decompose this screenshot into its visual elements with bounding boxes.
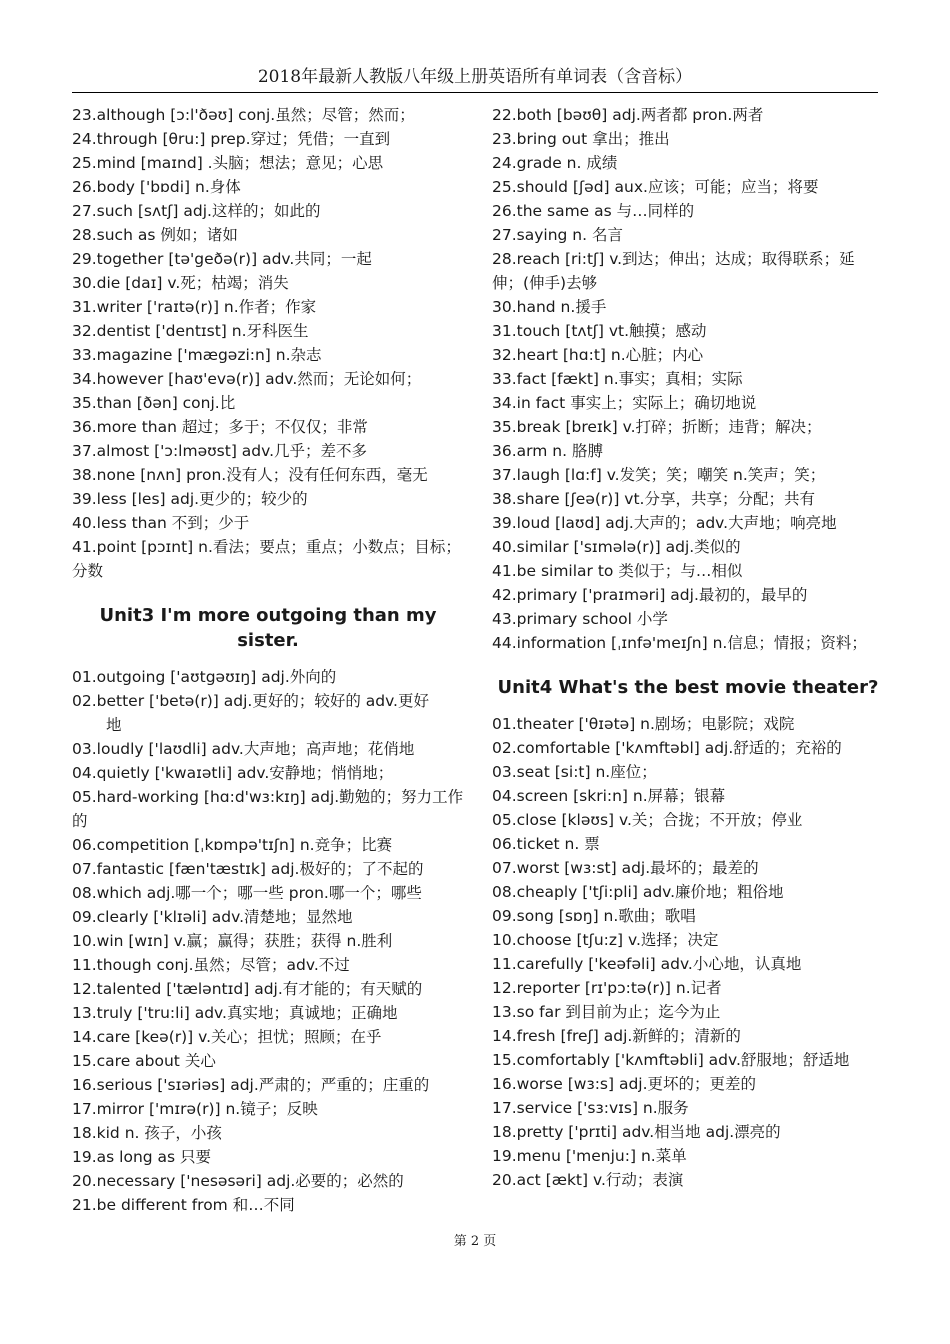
left-column	[72, 103, 464, 1217]
vocab-entry: 06.competition [ˌkɒmpə'tɪʃn] n.竞争；比赛	[72, 836, 393, 854]
vocab-entry: 07.worst [wɜ:st] adj.最坏的；最差的	[492, 859, 759, 877]
vocab-entry: 05.close [kləʊs] v.关；合拢；不开放；停业	[492, 811, 803, 829]
vocab-entry: 13.so far 到目前为止；迄今为止	[492, 1003, 721, 1021]
vocab-entry: 22.both [bəʊθ] adj.两者都 pron.两者	[492, 106, 764, 124]
page-header	[72, 66, 878, 93]
vocab-entry: 37.laugh [lɑ:f] v.发笑；笑；嘲笑 n.笑声；笑；	[492, 466, 826, 484]
vocab-entry-continuation	[72, 713, 464, 737]
vocab-entry: 23.although [ɔ:l'ðəʊ] conj.虽然；尽管；然而；	[72, 106, 415, 124]
vocab-entry: 38.none [nʌn] pron.没有人；没有任何东西，毫无	[72, 466, 428, 484]
vocab-entry: 03.seat [si:t] n.座位；	[492, 763, 657, 781]
vocab-entry: 39.less [les] adj.更少的；较少的	[72, 490, 308, 508]
vocab-entry: 19.menu ['menju:] n.菜单	[492, 1147, 687, 1165]
vocab-entry: 15.comfortably ['kʌmftəbli] adv.舒服地；舒适地	[492, 1051, 850, 1069]
vocab-entry: 25.should [ʃəd] aux.应该；可能；应当；将要	[492, 178, 819, 196]
vocab-entry: 16.worse [wɜ:s] adj.更坏的；更差的	[492, 1075, 757, 1093]
vocab-entry: 26.the same as 与…同样的	[492, 202, 695, 220]
vocab-entry: 44.information [ˌɪnfə'meɪʃn] n.信息；情报；资料；	[492, 634, 867, 652]
vocab-entry: 30.hand n.援手	[492, 298, 607, 316]
vocab-entry: 11.though conj.虽然；尽管；adv.不过	[72, 956, 350, 974]
vocab-entry: 37.almost ['ɔ:lməʊst] adv.几乎；差不多	[72, 442, 368, 460]
vocab-entry: 12.talented ['tæləntɪd] adj.有才能的；有天赋的	[72, 980, 423, 998]
vocab-entry: 18.pretty ['prɪti] adv.相当地 adj.漂亮的	[492, 1123, 781, 1141]
vocab-entry: 17.mirror ['mɪrə(r)] n.镜子；反映	[72, 1100, 318, 1118]
vocab-entry: 24.grade n. 成绩	[492, 154, 618, 172]
vocab-entry: 07.fantastic [fæn'tæstɪk] adj.极好的；了不起的	[72, 860, 424, 878]
vocab-entry: 29.together [tə'geðə(r)] adv.共同；一起	[72, 250, 372, 268]
vocab-entry: 30.die [daɪ] v.死；枯竭；消失	[72, 274, 289, 292]
right-word-list-b	[492, 712, 884, 1192]
vocab-entry: 31.writer ['raɪtə(r)] n.作者；作家	[72, 298, 317, 316]
vocab-entry: 26.body ['bɒdi] n.身体	[72, 178, 241, 196]
vocab-entry: 32.heart [hɑ:t] n.心脏；内心	[492, 346, 704, 364]
vocab-entry: 36.more than 超过；多于；不仅仅；非常	[72, 418, 368, 436]
continuation-text: 地	[106, 716, 122, 734]
vocab-entry: 05.hard-working [hɑ:d'wɜ:kɪŋ] adj.勤勉的；努力工作的	[72, 788, 464, 830]
page-number: 第 2 页	[453, 1234, 497, 1249]
vocab-entry: 08.cheaply ['tʃi:pli] adv.廉价地；粗俗地	[492, 883, 784, 901]
vocab-entry: 16.serious ['sɪəriəs] adj.严肃的；严重的；庄重的	[72, 1076, 430, 1094]
vocab-entry: 10.choose [tʃu:z] v.选择；决定	[492, 931, 719, 949]
vocab-entry: 35.break [breɪk] v.打碎；折断；违背；解决；	[492, 418, 822, 436]
vocab-entry: 12.reporter [rɪ'pɔ:tə(r)] n.记者	[492, 979, 722, 997]
vocab-entry: 34.however [haʊ'evə(r)] adv.然而；无论如何；	[72, 370, 422, 388]
vocab-entry: 10.win [wɪn] v.赢；赢得；获胜；获得 n.胜利	[72, 932, 393, 950]
vocab-entry: 09.song [sɒŋ] n.歌曲；歌唱	[492, 907, 696, 925]
vocab-entry: 43.primary school 小学	[492, 610, 668, 628]
vocab-entry: 19.as long as 只要	[72, 1148, 212, 1166]
vocab-entry: 35.than [ðən] conj.比	[72, 394, 236, 412]
vocab-entry: 27.such [sʌtʃ] adj.这样的；如此的	[72, 202, 321, 220]
vocab-entry: 11.carefully ['keəfəli] adv.小心地，认真地	[492, 955, 802, 973]
vocab-entry: 06.ticket n. 票	[492, 835, 600, 853]
vocab-entry: 31.touch [tʌtʃ] vt.触摸；感动	[492, 322, 707, 340]
vocab-entry: 17.service ['sɜ:vɪs] n.服务	[492, 1099, 689, 1117]
vocab-entry: 28.reach [ri:tʃ] v.到达；伸出；达成；取得联系；延伸；(伸手)去够	[492, 250, 855, 292]
vocab-entry: 01.theater ['θɪətə] n.剧场；电影院；戏院	[492, 715, 795, 733]
vocab-entry: 02.better ['betə(r)] adj.更好的；较好的 adv.更好	[72, 692, 429, 710]
right-word-list-a	[492, 103, 884, 655]
vocab-entry: 33.fact [fækt] n.事实；真相；实际	[492, 370, 743, 388]
vocab-entry: 39.loud [laʊd] adj.大声的；adv.大声地；响亮地	[492, 514, 837, 532]
vocab-entry: 01.outgoing ['aʊtgəʊɪŋ] adj.外向的	[72, 668, 337, 686]
unit3-heading: Unit3 I'm more outgoing than my sister.	[99, 605, 437, 651]
vocab-entry: 13.truly ['tru:li] adv.真实地；真诚地；正确地	[72, 1004, 398, 1022]
left-word-list-b	[72, 665, 464, 1217]
vocab-entry: 14.fresh [freʃ] adj.新鲜的；清新的	[492, 1027, 741, 1045]
vocab-entry: 36.arm n. 胳膊	[492, 442, 603, 460]
vocab-entry: 27.saying n. 名言	[492, 226, 623, 244]
vocab-entry: 02.comfortable ['kʌmftəbl] adj.舒适的；充裕的	[492, 739, 842, 757]
vocab-entry: 40.less than 不到；少于	[72, 514, 250, 532]
vocab-entry: 18.kid n. 孩子，小孩	[72, 1124, 222, 1142]
vocab-entry: 04.screen [skri:n] n.屏幕；银幕	[492, 787, 726, 805]
vocab-entry: 32.dentist ['dentɪst] n.牙科医生	[72, 322, 309, 340]
page-footer	[0, 1230, 950, 1249]
vocab-entry: 33.magazine ['mægəzi:n] n.杂志	[72, 346, 322, 364]
document-title: 2018年最新人教版八年级上册英语所有单词表（含音标）	[257, 67, 693, 87]
left-word-list-a	[72, 103, 464, 583]
vocab-entry: 25.mind [maɪnd] .头脑；想法；意见；心思	[72, 154, 384, 172]
vocab-entry: 41.point [pɔɪnt] n.看法；要点；重点；小数点；目标；分数	[72, 538, 461, 580]
vocab-entry: 34.in fact 事实上；实际上；确切地说	[492, 394, 757, 412]
vocab-entry: 23.bring out 拿出；推出	[492, 130, 670, 148]
vocab-entry: 40.similar ['sɪmələ(r)] adj.类似的	[492, 538, 741, 556]
vocab-entry: 14.care [keə(r)] v.关心；担忧；照顾；在乎	[72, 1028, 382, 1046]
vocab-entry: 20.act [ækt] v.行动；表演	[492, 1171, 684, 1189]
vocab-entry: 28.such as 例如；诸如	[72, 226, 238, 244]
vocab-entry: 09.clearly ['klɪəli] adv.清楚地；显然地	[72, 908, 353, 926]
vocab-entry: 41.be similar to 类似于；与…相似	[492, 562, 743, 580]
vocab-entry: 08.which adj.哪一个；哪一些 pron.哪一个；哪些	[72, 884, 422, 902]
vocab-entry: 21.be different from 和…不同	[72, 1196, 295, 1214]
vocab-entry: 42.primary ['praɪməri] adj.最初的，最早的	[492, 586, 808, 604]
vocab-entry: 04.quietly ['kwaɪətli] adv.安静地；悄悄地；	[72, 764, 394, 782]
unit4-heading: Unit4 What's the best movie theater?	[497, 677, 879, 698]
vocab-entry: 15.care about 关心	[72, 1052, 216, 1070]
vocab-entry: 03.loudly ['laʊdli] adv.大声地；高声地；花俏地	[72, 740, 415, 758]
vocab-entry: 20.necessary ['nesəsəri] adj.必要的；必然的	[72, 1172, 404, 1190]
right-column	[492, 103, 884, 1192]
vocab-entry: 38.share [ʃeə(r)] vt.分享，共享；分配；共有	[492, 490, 815, 508]
vocab-entry: 24.through [θru:] prep.穿过；凭借；一直到	[72, 130, 391, 148]
